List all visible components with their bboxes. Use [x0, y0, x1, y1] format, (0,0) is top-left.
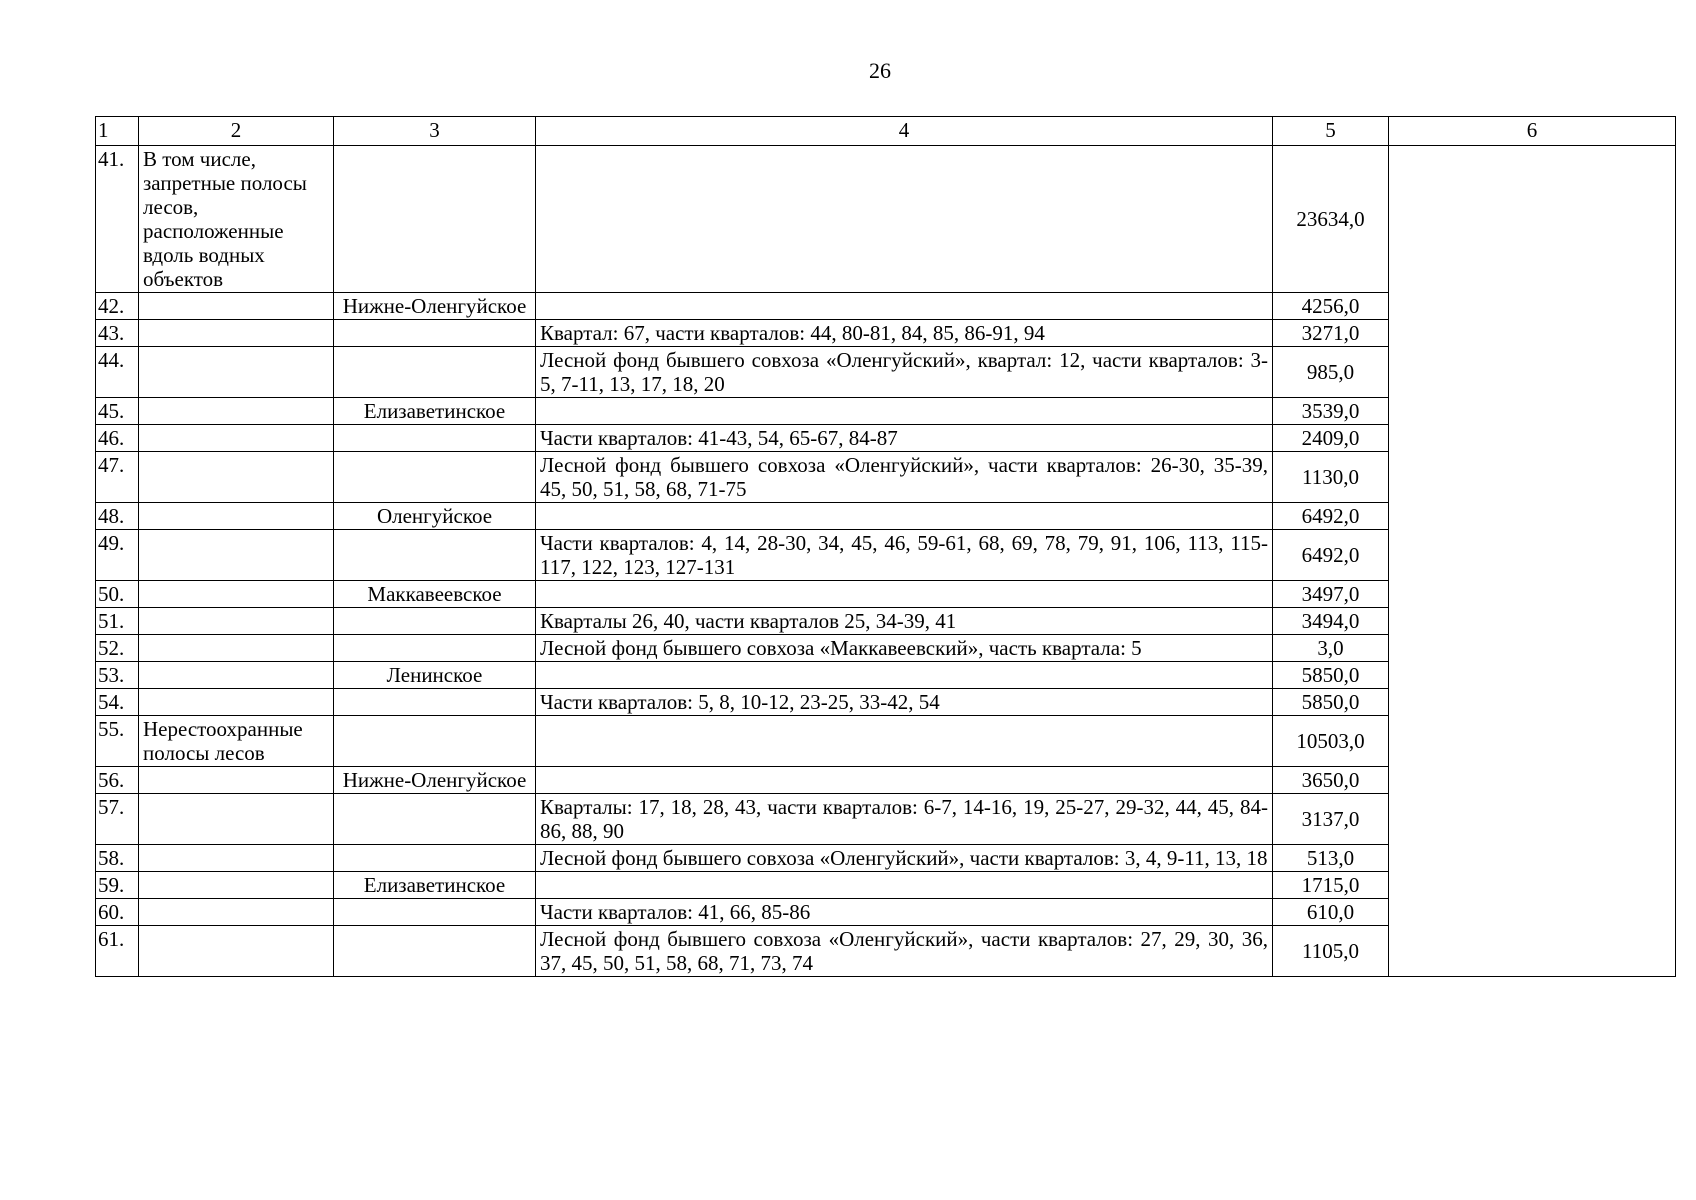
forestry-cell — [334, 425, 536, 452]
category-cell — [139, 503, 334, 530]
row-number: 47. — [96, 452, 139, 503]
forestry-cell — [334, 635, 536, 662]
header-cell: 5 — [1273, 117, 1389, 146]
row-number: 60. — [96, 899, 139, 926]
row-number: 43. — [96, 320, 139, 347]
area-cell: 5850,0 — [1273, 662, 1389, 689]
quarters-cell — [536, 716, 1273, 767]
forestry-cell — [334, 452, 536, 503]
row-number: 50. — [96, 581, 139, 608]
area-cell: 6492,0 — [1273, 530, 1389, 581]
forestry-cell — [334, 716, 536, 767]
area-cell: 513,0 — [1273, 845, 1389, 872]
row-number: 56. — [96, 767, 139, 794]
forestry-cell — [334, 530, 536, 581]
area-cell: 610,0 — [1273, 899, 1389, 926]
area-cell: 4256,0 — [1273, 293, 1389, 320]
quarters-cell — [536, 293, 1273, 320]
header-cell: 6 — [1389, 117, 1676, 146]
category-cell — [139, 899, 334, 926]
row-number: 45. — [96, 398, 139, 425]
forestry-cell: Маккавеевское — [334, 581, 536, 608]
forestry-cell — [334, 845, 536, 872]
forestry-cell: Оленгуйское — [334, 503, 536, 530]
category-cell — [139, 293, 334, 320]
forestry-cell: Ленинское — [334, 662, 536, 689]
forestry-cell — [334, 899, 536, 926]
area-cell: 3,0 — [1273, 635, 1389, 662]
row-number: 57. — [96, 794, 139, 845]
quarters-cell: Части кварталов: 4, 14, 28-30, 34, 45, 46, 59-61, 68, 69, 78, 79, 91, 106, 113, 115-117, 122, 123, 127-131 — [536, 530, 1273, 581]
row-number: 44. — [96, 347, 139, 398]
area-cell: 10503,0 — [1273, 716, 1389, 767]
category-cell — [139, 347, 334, 398]
quarters-cell: Части кварталов: 41-43, 54, 65-67, 84-87 — [536, 425, 1273, 452]
row-number: 41. — [96, 146, 139, 293]
area-cell: 1105,0 — [1273, 926, 1389, 977]
category-cell — [139, 530, 334, 581]
area-cell: 3539,0 — [1273, 398, 1389, 425]
quarters-cell — [536, 767, 1273, 794]
row-number: 54. — [96, 689, 139, 716]
forestry-cell — [334, 608, 536, 635]
category-cell — [139, 635, 334, 662]
quarters-cell: Лесной фонд бывшего совхоза «Оленгуйский», квартал: 12, части кварталов: 3-5, 7-11, 13, 17, 18, 20 — [536, 347, 1273, 398]
forestry-cell — [334, 146, 536, 293]
header-cell: 4 — [536, 117, 1273, 146]
quarters-cell — [536, 872, 1273, 899]
forestry-cell: Нижне-Оленгуйское — [334, 293, 536, 320]
quarters-cell: Кварталы 26, 40, части кварталов 25, 34-39, 41 — [536, 608, 1273, 635]
quarters-cell — [536, 581, 1273, 608]
quarters-cell: Кварталы: 17, 18, 28, 43, части кварталов: 6-7, 14-16, 19, 25-27, 29-32, 44, 45, 84-86, 88, 90 — [536, 794, 1273, 845]
row-number: 58. — [96, 845, 139, 872]
area-cell: 3494,0 — [1273, 608, 1389, 635]
row-number: 52. — [96, 635, 139, 662]
row-number: 59. — [96, 872, 139, 899]
header-cell: 2 — [139, 117, 334, 146]
row-number: 61. — [96, 926, 139, 977]
category-cell — [139, 872, 334, 899]
forestry-cell — [334, 926, 536, 977]
category-cell: Нерестоохранные полосы лесов — [139, 716, 334, 767]
row-number: 53. — [96, 662, 139, 689]
forestry-cell — [334, 689, 536, 716]
quarters-cell: Лесной фонд бывшего совхоза «Оленгуйский», части кварталов: 27, 29, 30, 36, 37, 45, 50, 51, 58, 68, 71, 73, 74 — [536, 926, 1273, 977]
area-cell: 985,0 — [1273, 347, 1389, 398]
header-cell: 1 — [96, 117, 139, 146]
category-cell — [139, 608, 334, 635]
quarters-cell — [536, 146, 1273, 293]
quarters-cell: Части кварталов: 41, 66, 85-86 — [536, 899, 1273, 926]
quarters-cell — [536, 662, 1273, 689]
quarters-cell: Квартал: 67, части кварталов: 44, 80-81, 84, 85, 86-91, 94 — [536, 320, 1273, 347]
area-cell: 2409,0 — [1273, 425, 1389, 452]
quarters-cell — [536, 503, 1273, 530]
area-cell: 1715,0 — [1273, 872, 1389, 899]
forestry-cell: Елизаветинское — [334, 398, 536, 425]
forestry-cell — [334, 347, 536, 398]
quarters-cell: Части кварталов: 5, 8, 10-12, 23-25, 33-42, 54 — [536, 689, 1273, 716]
quarters-cell: Лесной фонд бывшего совхоза «Оленгуйский», части кварталов: 26-30, 35-39, 45, 50, 51, 58, 68, 71-75 — [536, 452, 1273, 503]
header-row — [96, 117, 1676, 146]
category-cell — [139, 581, 334, 608]
header-cell: 3 — [334, 117, 536, 146]
column-6-cell — [1389, 146, 1676, 977]
table-row — [96, 146, 1676, 293]
category-cell — [139, 320, 334, 347]
category-cell — [139, 845, 334, 872]
quarters-cell — [536, 398, 1273, 425]
forestry-cell: Елизаветинское — [334, 872, 536, 899]
category-cell — [139, 926, 334, 977]
category-cell — [139, 425, 334, 452]
row-number: 55. — [96, 716, 139, 767]
row-number: 51. — [96, 608, 139, 635]
page-number: 26 — [869, 58, 891, 83]
area-cell: 3650,0 — [1273, 767, 1389, 794]
quarters-cell: Лесной фонд бывшего совхоза «Оленгуйский», части кварталов: 3, 4, 9-11, 13, 18 — [536, 845, 1273, 872]
row-number: 49. — [96, 530, 139, 581]
area-cell: 6492,0 — [1273, 503, 1389, 530]
row-number: 48. — [96, 503, 139, 530]
quarters-cell: Лесной фонд бывшего совхоза «Маккавеевский», часть квартала: 5 — [536, 635, 1273, 662]
forestry-cell: Нижне-Оленгуйское — [334, 767, 536, 794]
area-cell: 3497,0 — [1273, 581, 1389, 608]
category-cell — [139, 767, 334, 794]
area-cell: 3271,0 — [1273, 320, 1389, 347]
area-cell: 3137,0 — [1273, 794, 1389, 845]
row-number: 42. — [96, 293, 139, 320]
area-cell: 1130,0 — [1273, 452, 1389, 503]
category-cell — [139, 794, 334, 845]
row-number: 46. — [96, 425, 139, 452]
area-cell: 23634,0 — [1273, 146, 1389, 293]
area-cell: 5850,0 — [1273, 689, 1389, 716]
category-cell — [139, 398, 334, 425]
forestry-cell — [334, 794, 536, 845]
category-cell: В том числе, запретные полосы лесов, расположенные вдоль водных объектов — [139, 146, 334, 293]
category-cell — [139, 452, 334, 503]
forest-table — [95, 116, 1676, 977]
category-cell — [139, 689, 334, 716]
category-cell — [139, 662, 334, 689]
forestry-cell — [334, 320, 536, 347]
